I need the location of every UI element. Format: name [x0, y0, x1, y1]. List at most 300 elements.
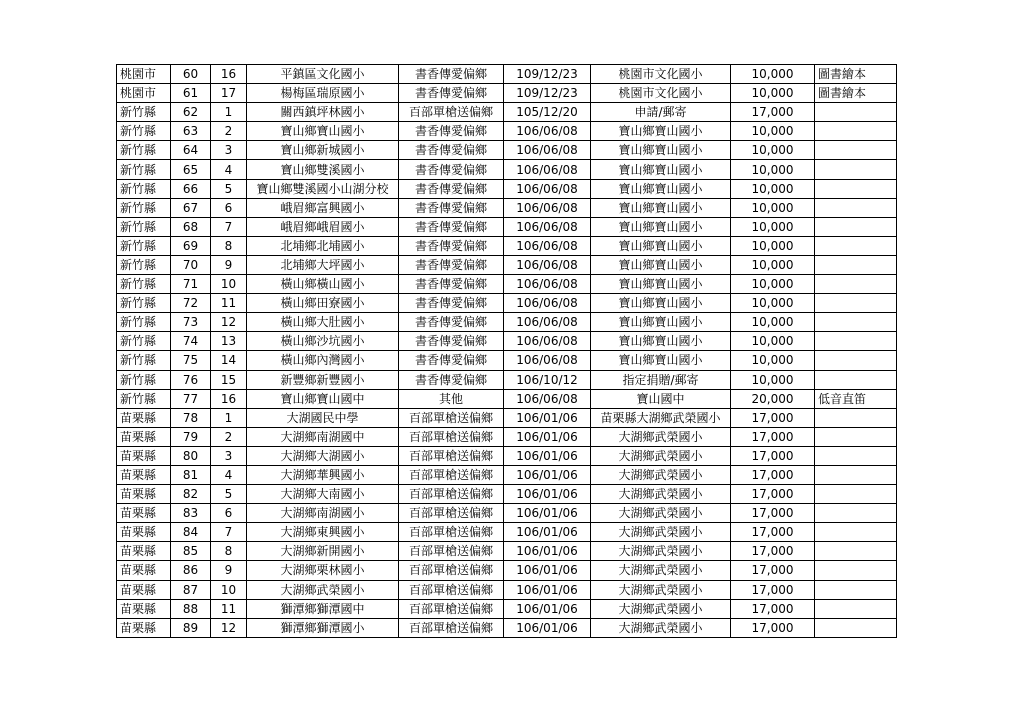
- table-row: [117, 122, 897, 141]
- amount-cell: 10,000: [731, 217, 815, 236]
- program-cell: 百部單槍送偏鄉: [399, 561, 504, 580]
- table-row: [117, 351, 897, 370]
- school-cell: 大湖國民中學: [247, 408, 399, 427]
- amount-cell: 10,000: [731, 370, 815, 389]
- school-cell: 大湖鄉華興國小: [247, 465, 399, 484]
- recipient-cell: 寶山鄉寶山國小: [591, 332, 731, 351]
- school-cell: 大湖鄉東興國小: [247, 523, 399, 542]
- county-serial-cell: 5: [211, 485, 247, 504]
- table-row: [117, 236, 897, 255]
- program-cell: 書香傳愛偏鄉: [399, 294, 504, 313]
- recipient-cell: 寶山鄉寶山國小: [591, 255, 731, 274]
- amount-cell: 17,000: [731, 408, 815, 427]
- school-cell: 寶山鄉雙溪國小山湖分校: [247, 179, 399, 198]
- serial-cell: 66: [171, 179, 211, 198]
- program-cell: 百部單槍送偏鄉: [399, 580, 504, 599]
- date-cell: 109/12/23: [504, 65, 591, 84]
- county-cell: 新竹縣: [117, 294, 171, 313]
- table-row: [117, 580, 897, 599]
- amount-cell: 17,000: [731, 504, 815, 523]
- county-serial-cell: 9: [211, 561, 247, 580]
- school-cell: 楊梅區瑞原國小: [247, 84, 399, 103]
- note-cell: 圖書繪本: [815, 65, 897, 84]
- county-serial-cell: 6: [211, 198, 247, 217]
- recipient-cell: 大湖鄉武榮國小: [591, 504, 731, 523]
- table-body: [117, 65, 897, 638]
- date-cell: 106/01/06: [504, 485, 591, 504]
- table-row: [117, 294, 897, 313]
- county-cell: 苗栗縣: [117, 504, 171, 523]
- table-row: [117, 332, 897, 351]
- date-cell: 106/06/08: [504, 313, 591, 332]
- date-cell: 106/01/06: [504, 523, 591, 542]
- table-row: [117, 217, 897, 236]
- county-cell: 苗栗縣: [117, 523, 171, 542]
- note-cell: [815, 332, 897, 351]
- serial-cell: 86: [171, 561, 211, 580]
- county-serial-cell: 4: [211, 465, 247, 484]
- serial-cell: 70: [171, 255, 211, 274]
- table-row: [117, 84, 897, 103]
- county-serial-cell: 1: [211, 103, 247, 122]
- county-serial-cell: 8: [211, 236, 247, 255]
- table-row: [117, 198, 897, 217]
- recipient-cell: 寶山鄉寶山國小: [591, 141, 731, 160]
- serial-cell: 85: [171, 542, 211, 561]
- program-cell: 書香傳愛偏鄉: [399, 313, 504, 332]
- date-cell: 106/01/06: [504, 465, 591, 484]
- amount-cell: 17,000: [731, 465, 815, 484]
- county-serial-cell: 9: [211, 255, 247, 274]
- date-cell: 106/06/08: [504, 198, 591, 217]
- county-serial-cell: 13: [211, 332, 247, 351]
- school-cell: 大湖鄉南湖國中: [247, 427, 399, 446]
- amount-cell: 20,000: [731, 389, 815, 408]
- serial-cell: 65: [171, 160, 211, 179]
- amount-cell: 10,000: [731, 65, 815, 84]
- county-serial-cell: 12: [211, 313, 247, 332]
- note-cell: [815, 160, 897, 179]
- program-cell: 百部單槍送偏鄉: [399, 485, 504, 504]
- county-cell: 新竹縣: [117, 275, 171, 294]
- county-serial-cell: 16: [211, 65, 247, 84]
- amount-cell: 17,000: [731, 103, 815, 122]
- school-cell: 大湖鄉栗林國小: [247, 561, 399, 580]
- date-cell: 106/06/08: [504, 122, 591, 141]
- recipient-cell: 大湖鄉武榮國小: [591, 580, 731, 599]
- county-serial-cell: 2: [211, 427, 247, 446]
- school-cell: 大湖鄉南湖國小: [247, 504, 399, 523]
- table-row: [117, 485, 897, 504]
- date-cell: 106/06/08: [504, 294, 591, 313]
- program-cell: 百部單槍送偏鄉: [399, 618, 504, 637]
- school-cell: 新豐鄉新豐國小: [247, 370, 399, 389]
- school-cell: 大湖鄉大南國小: [247, 485, 399, 504]
- county-serial-cell: 2: [211, 122, 247, 141]
- county-cell: 苗栗縣: [117, 561, 171, 580]
- serial-cell: 76: [171, 370, 211, 389]
- amount-cell: 17,000: [731, 561, 815, 580]
- recipient-cell: 寶山鄉寶山國小: [591, 198, 731, 217]
- table-row: [117, 160, 897, 179]
- date-cell: 106/06/08: [504, 236, 591, 255]
- recipient-cell: 大湖鄉武榮國小: [591, 485, 731, 504]
- amount-cell: 10,000: [731, 255, 815, 274]
- amount-cell: 10,000: [731, 160, 815, 179]
- note-cell: [815, 275, 897, 294]
- table-row: [117, 561, 897, 580]
- date-cell: 106/10/12: [504, 370, 591, 389]
- program-cell: 書香傳愛偏鄉: [399, 217, 504, 236]
- amount-cell: 10,000: [731, 236, 815, 255]
- serial-cell: 60: [171, 65, 211, 84]
- recipient-cell: 寶山鄉寶山國小: [591, 122, 731, 141]
- school-cell: 北埔鄉大坪國小: [247, 255, 399, 274]
- amount-cell: 17,000: [731, 446, 815, 465]
- school-cell: 寶山鄉寶山國小: [247, 122, 399, 141]
- recipient-cell: 寶山鄉寶山國小: [591, 236, 731, 255]
- county-serial-cell: 8: [211, 542, 247, 561]
- amount-cell: 17,000: [731, 427, 815, 446]
- date-cell: 106/06/08: [504, 255, 591, 274]
- note-cell: [815, 504, 897, 523]
- county-cell: 苗栗縣: [117, 485, 171, 504]
- county-cell: 新竹縣: [117, 141, 171, 160]
- date-cell: 106/01/06: [504, 408, 591, 427]
- county-serial-cell: 3: [211, 446, 247, 465]
- amount-cell: 10,000: [731, 351, 815, 370]
- program-cell: 書香傳愛偏鄉: [399, 141, 504, 160]
- school-cell: 獅潭鄉獅潭國小: [247, 618, 399, 637]
- note-cell: [815, 313, 897, 332]
- program-cell: 百部單槍送偏鄉: [399, 103, 504, 122]
- county-cell: 新竹縣: [117, 389, 171, 408]
- note-cell: [815, 408, 897, 427]
- county-cell: 新竹縣: [117, 351, 171, 370]
- program-cell: 百部單槍送偏鄉: [399, 542, 504, 561]
- note-cell: [815, 542, 897, 561]
- note-cell: [815, 523, 897, 542]
- county-cell: 新竹縣: [117, 236, 171, 255]
- note-cell: 低音直笛: [815, 389, 897, 408]
- recipient-cell: 大湖鄉武榮國小: [591, 542, 731, 561]
- recipient-cell: 大湖鄉武榮國小: [591, 465, 731, 484]
- serial-cell: 81: [171, 465, 211, 484]
- date-cell: 106/01/06: [504, 580, 591, 599]
- note-cell: [815, 141, 897, 160]
- note-cell: [815, 294, 897, 313]
- recipient-cell: 寶山鄉寶山國小: [591, 275, 731, 294]
- serial-cell: 78: [171, 408, 211, 427]
- school-cell: 寶山鄉寶山國中: [247, 389, 399, 408]
- amount-cell: 10,000: [731, 84, 815, 103]
- serial-cell: 68: [171, 217, 211, 236]
- recipient-cell: 大湖鄉武榮國小: [591, 561, 731, 580]
- table-row: [117, 408, 897, 427]
- program-cell: 百部單槍送偏鄉: [399, 465, 504, 484]
- county-cell: 新竹縣: [117, 198, 171, 217]
- county-serial-cell: 3: [211, 141, 247, 160]
- county-cell: 苗栗縣: [117, 427, 171, 446]
- program-cell: 書香傳愛偏鄉: [399, 332, 504, 351]
- program-cell: 百部單槍送偏鄉: [399, 408, 504, 427]
- serial-cell: 69: [171, 236, 211, 255]
- recipient-cell: 桃園市文化國小: [591, 65, 731, 84]
- county-cell: 苗栗縣: [117, 599, 171, 618]
- county-serial-cell: 11: [211, 599, 247, 618]
- county-cell: 新竹縣: [117, 313, 171, 332]
- school-cell: 橫山鄉橫山國小: [247, 275, 399, 294]
- county-cell: 苗栗縣: [117, 580, 171, 599]
- date-cell: 106/06/08: [504, 217, 591, 236]
- table-row: [117, 523, 897, 542]
- table-row: [117, 542, 897, 561]
- school-cell: 大湖鄉新開國小: [247, 542, 399, 561]
- note-cell: [815, 580, 897, 599]
- county-cell: 新竹縣: [117, 160, 171, 179]
- date-cell: 106/01/06: [504, 427, 591, 446]
- county-cell: 桃園市: [117, 65, 171, 84]
- serial-cell: 63: [171, 122, 211, 141]
- program-cell: 百部單槍送偏鄉: [399, 504, 504, 523]
- note-cell: [815, 561, 897, 580]
- program-cell: 百部單槍送偏鄉: [399, 599, 504, 618]
- note-cell: [815, 370, 897, 389]
- program-cell: 書香傳愛偏鄉: [399, 236, 504, 255]
- table-row: [117, 141, 897, 160]
- county-cell: 苗栗縣: [117, 542, 171, 561]
- note-cell: [815, 427, 897, 446]
- county-serial-cell: 14: [211, 351, 247, 370]
- amount-cell: 17,000: [731, 580, 815, 599]
- donation-table: [116, 64, 897, 638]
- serial-cell: 67: [171, 198, 211, 217]
- table-row: [117, 370, 897, 389]
- county-serial-cell: 4: [211, 160, 247, 179]
- school-cell: 北埔鄉北埔國小: [247, 236, 399, 255]
- county-cell: 苗栗縣: [117, 446, 171, 465]
- school-cell: 橫山鄉內灣國小: [247, 351, 399, 370]
- note-cell: [815, 122, 897, 141]
- table-row: [117, 389, 897, 408]
- county-cell: 新竹縣: [117, 122, 171, 141]
- serial-cell: 64: [171, 141, 211, 160]
- note-cell: [815, 236, 897, 255]
- serial-cell: 75: [171, 351, 211, 370]
- table-row: [117, 179, 897, 198]
- recipient-cell: 寶山鄉寶山國小: [591, 179, 731, 198]
- serial-cell: 72: [171, 294, 211, 313]
- recipient-cell: 大湖鄉武榮國小: [591, 446, 731, 465]
- date-cell: 106/06/08: [504, 351, 591, 370]
- county-cell: 苗栗縣: [117, 465, 171, 484]
- note-cell: [815, 179, 897, 198]
- county-cell: 新竹縣: [117, 370, 171, 389]
- table-row: [117, 465, 897, 484]
- county-cell: 新竹縣: [117, 103, 171, 122]
- date-cell: 106/01/06: [504, 542, 591, 561]
- program-cell: 書香傳愛偏鄉: [399, 65, 504, 84]
- amount-cell: 10,000: [731, 332, 815, 351]
- amount-cell: 17,000: [731, 485, 815, 504]
- note-cell: [815, 446, 897, 465]
- county-serial-cell: 16: [211, 389, 247, 408]
- serial-cell: 79: [171, 427, 211, 446]
- county-serial-cell: 7: [211, 523, 247, 542]
- school-cell: 獅潭鄉獅潭國中: [247, 599, 399, 618]
- county-cell: 苗栗縣: [117, 408, 171, 427]
- county-serial-cell: 6: [211, 504, 247, 523]
- recipient-cell: 申請/郵寄: [591, 103, 731, 122]
- county-serial-cell: 11: [211, 294, 247, 313]
- date-cell: 106/06/08: [504, 389, 591, 408]
- serial-cell: 83: [171, 504, 211, 523]
- county-serial-cell: 1: [211, 408, 247, 427]
- school-cell: 橫山鄉沙坑國小: [247, 332, 399, 351]
- program-cell: 書香傳愛偏鄉: [399, 255, 504, 274]
- date-cell: 106/06/08: [504, 332, 591, 351]
- county-cell: 新竹縣: [117, 332, 171, 351]
- county-serial-cell: 7: [211, 217, 247, 236]
- program-cell: 書香傳愛偏鄉: [399, 351, 504, 370]
- date-cell: 106/01/06: [504, 446, 591, 465]
- serial-cell: 77: [171, 389, 211, 408]
- date-cell: 106/06/08: [504, 160, 591, 179]
- amount-cell: 10,000: [731, 141, 815, 160]
- note-cell: 圖書繪本: [815, 84, 897, 103]
- program-cell: 書香傳愛偏鄉: [399, 160, 504, 179]
- county-cell: 新竹縣: [117, 179, 171, 198]
- county-cell: 苗栗縣: [117, 618, 171, 637]
- program-cell: 書香傳愛偏鄉: [399, 198, 504, 217]
- program-cell: 百部單槍送偏鄉: [399, 427, 504, 446]
- date-cell: 106/01/06: [504, 561, 591, 580]
- note-cell: [815, 351, 897, 370]
- table-row: [117, 618, 897, 637]
- program-cell: 書香傳愛偏鄉: [399, 275, 504, 294]
- date-cell: 106/01/06: [504, 618, 591, 637]
- recipient-cell: 大湖鄉武榮國小: [591, 599, 731, 618]
- program-cell: 書香傳愛偏鄉: [399, 179, 504, 198]
- recipient-cell: 寶山國中: [591, 389, 731, 408]
- serial-cell: 84: [171, 523, 211, 542]
- county-serial-cell: 10: [211, 580, 247, 599]
- county-cell: 新竹縣: [117, 255, 171, 274]
- school-cell: 關西鎮坪林國小: [247, 103, 399, 122]
- note-cell: [815, 198, 897, 217]
- table-row: [117, 313, 897, 332]
- table-row: [117, 255, 897, 274]
- recipient-cell: 苗栗縣大湖鄉武榮國小: [591, 408, 731, 427]
- amount-cell: 10,000: [731, 294, 815, 313]
- program-cell: 書香傳愛偏鄉: [399, 84, 504, 103]
- table-row: [117, 446, 897, 465]
- note-cell: [815, 103, 897, 122]
- school-cell: 平鎮區文化國小: [247, 65, 399, 84]
- table-row: [117, 504, 897, 523]
- program-cell: 書香傳愛偏鄉: [399, 370, 504, 389]
- amount-cell: 17,000: [731, 618, 815, 637]
- note-cell: [815, 217, 897, 236]
- county-serial-cell: 5: [211, 179, 247, 198]
- school-cell: 橫山鄉田寮國小: [247, 294, 399, 313]
- recipient-cell: 大湖鄉武榮國小: [591, 618, 731, 637]
- school-cell: 大湖鄉大湖國小: [247, 446, 399, 465]
- school-cell: 峨眉鄉峨眉國小: [247, 217, 399, 236]
- serial-cell: 62: [171, 103, 211, 122]
- date-cell: 106/01/06: [504, 504, 591, 523]
- date-cell: 106/06/08: [504, 275, 591, 294]
- note-cell: [815, 485, 897, 504]
- serial-cell: 74: [171, 332, 211, 351]
- school-cell: 寶山鄉新城國小: [247, 141, 399, 160]
- school-cell: 寶山鄉雙溪國小: [247, 160, 399, 179]
- recipient-cell: 指定捐贈/郵寄: [591, 370, 731, 389]
- amount-cell: 10,000: [731, 122, 815, 141]
- program-cell: 百部單槍送偏鄉: [399, 523, 504, 542]
- recipient-cell: 桃園市文化國小: [591, 84, 731, 103]
- recipient-cell: 大湖鄉武榮國小: [591, 523, 731, 542]
- recipient-cell: 寶山鄉寶山國小: [591, 294, 731, 313]
- amount-cell: 17,000: [731, 542, 815, 561]
- county-serial-cell: 17: [211, 84, 247, 103]
- date-cell: 105/12/20: [504, 103, 591, 122]
- note-cell: [815, 465, 897, 484]
- table-row: [117, 427, 897, 446]
- serial-cell: 80: [171, 446, 211, 465]
- program-cell: 書香傳愛偏鄉: [399, 122, 504, 141]
- serial-cell: 82: [171, 485, 211, 504]
- serial-cell: 88: [171, 599, 211, 618]
- table-row: [117, 599, 897, 618]
- table-row: [117, 275, 897, 294]
- amount-cell: 17,000: [731, 599, 815, 618]
- serial-cell: 71: [171, 275, 211, 294]
- recipient-cell: 寶山鄉寶山國小: [591, 313, 731, 332]
- recipient-cell: 寶山鄉寶山國小: [591, 217, 731, 236]
- amount-cell: 10,000: [731, 275, 815, 294]
- serial-cell: 61: [171, 84, 211, 103]
- amount-cell: 17,000: [731, 523, 815, 542]
- recipient-cell: 寶山鄉寶山國小: [591, 160, 731, 179]
- amount-cell: 10,000: [731, 179, 815, 198]
- note-cell: [815, 618, 897, 637]
- county-cell: 桃園市: [117, 84, 171, 103]
- serial-cell: 73: [171, 313, 211, 332]
- school-cell: 橫山鄉大肚國小: [247, 313, 399, 332]
- date-cell: 106/06/08: [504, 179, 591, 198]
- note-cell: [815, 255, 897, 274]
- date-cell: 106/06/08: [504, 141, 591, 160]
- county-cell: 新竹縣: [117, 217, 171, 236]
- serial-cell: 87: [171, 580, 211, 599]
- county-serial-cell: 10: [211, 275, 247, 294]
- date-cell: 109/12/23: [504, 84, 591, 103]
- amount-cell: 10,000: [731, 313, 815, 332]
- amount-cell: 10,000: [731, 198, 815, 217]
- serial-cell: 89: [171, 618, 211, 637]
- school-cell: 峨眉鄉富興國小: [247, 198, 399, 217]
- date-cell: 106/01/06: [504, 599, 591, 618]
- recipient-cell: 大湖鄉武榮國小: [591, 427, 731, 446]
- table-row: [117, 65, 897, 84]
- program-cell: 百部單槍送偏鄉: [399, 446, 504, 465]
- table-row: [117, 103, 897, 122]
- note-cell: [815, 599, 897, 618]
- county-serial-cell: 15: [211, 370, 247, 389]
- program-cell: 其他: [399, 389, 504, 408]
- school-cell: 大湖鄉武榮國小: [247, 580, 399, 599]
